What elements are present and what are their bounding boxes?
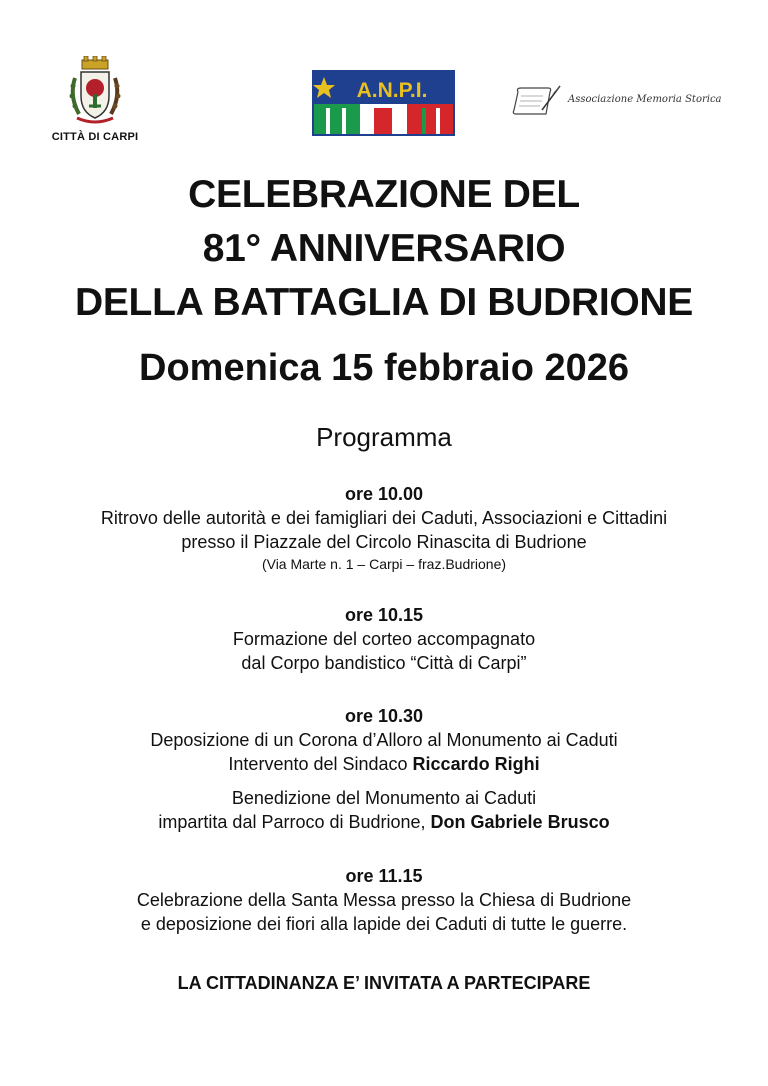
time-label: ore 11.15 [345, 866, 423, 886]
description-line: presso il Piazzale del Circolo Rinascita di Budrione [181, 532, 587, 552]
association-name: Associazione Memoria Storica [568, 94, 722, 105]
priest-line [0, 810, 768, 834]
event-title [0, 168, 768, 330]
mayor-prefix: Intervento del Sindaco [228, 754, 413, 774]
title-line-2: 81° ANNIVERSARIO [202, 227, 566, 270]
citta-di-carpi-logo [40, 56, 150, 143]
anpi-logo [312, 70, 455, 136]
description-line: Ritrovo delle autorità e dei famigliari dei Caduti, Associazioni e Cittadini [100, 508, 668, 528]
description-line: dal Corpo bandistico “Città di Carpi” [241, 653, 527, 673]
mayor-name: Riccardo Righi [412, 754, 540, 774]
address-note: (Via Marte n. 1 – Carpi – fraz.Budrione) [261, 556, 507, 572]
schedule-item-1115 [0, 864, 768, 936]
anpi-text: A.N.P.I. [356, 79, 428, 102]
description-line: Benedizione del Monumento ai Caduti [231, 788, 537, 808]
priest-prefix: impartita dal Parroco di Budrione, [158, 812, 431, 832]
title-line-3: DELLA BATTAGLIA DI BUDRIONE [74, 281, 693, 324]
priest-name: Don Gabriele Brusco [430, 812, 610, 832]
description-line: e deposizione dei fiori alla lapide dei Caduti di tutte le guerre. [140, 914, 628, 934]
associazione-memoria-storica-logo [512, 84, 742, 118]
event-date: Domenica 15 febbraio 2026 [139, 347, 629, 389]
schedule-item-1015 [0, 603, 768, 675]
coat-of-arms-icon [65, 56, 125, 128]
description-line: Celebrazione della Santa Messa presso la Chiesa di Budrione [136, 890, 632, 910]
invitation-line: LA CITTADINANZA E’ INVITATA A PARTECIPARE [177, 973, 591, 993]
schedule-item-1030 [0, 704, 768, 834]
schedule-item-1000 [0, 482, 768, 574]
logo-bar [0, 0, 768, 160]
time-label: ore 10.30 [344, 706, 424, 726]
scroll-quill-icon [512, 84, 562, 118]
description-line: Deposizione di un Corona d’Alloro al Monumento ai Caduti [150, 730, 618, 750]
time-label: ore 10.00 [344, 484, 424, 504]
title-line-1: CELEBRAZIONE DEL [188, 173, 580, 216]
city-label: CITTÀ DI CARPI [51, 131, 139, 143]
description-line: Formazione del corteo accompagnato [232, 629, 536, 649]
programma-heading: Programma [316, 422, 452, 452]
time-label: ore 10.15 [344, 605, 424, 625]
mayor-line [0, 752, 768, 776]
